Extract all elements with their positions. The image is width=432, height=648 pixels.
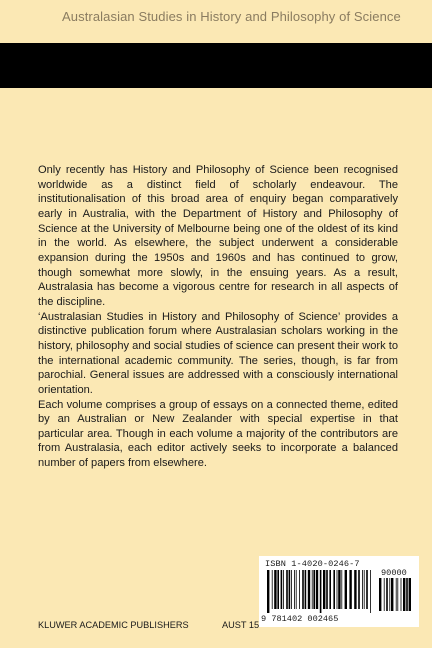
barcode-bar [391,578,393,611]
barcode-bar [326,570,328,609]
volume-number: AUST 15 [222,620,260,630]
barcode-bar [289,570,291,609]
black-banner [0,43,432,88]
barcode-bar [403,578,405,611]
barcode-bar [362,570,363,609]
barcode-bar [406,578,408,611]
barcode-bar [397,578,398,611]
barcode-bar [320,570,322,613]
barcode-bar [274,570,276,609]
barcode-bar [384,578,385,611]
barcode-bar [305,570,307,609]
barcode-bar [329,570,331,609]
header-band [0,0,432,42]
barcode-bar [396,578,397,611]
addon-barcode-bars [379,578,413,615]
blurb-text [38,163,398,471]
series-title: Australasian Studies in History and Philosophy of Science [62,9,401,24]
barcode-bar [302,570,304,609]
barcode-bar [370,570,371,613]
barcode-bar [389,578,390,611]
barcode-bar [312,570,313,609]
addon-label: 90000 [381,568,407,578]
barcode-bar [267,570,269,613]
barcode-bar [379,578,381,611]
ean-digits: 9 781402 002465 [261,614,339,624]
barcode-bar [364,570,365,609]
barcode-bar [296,570,297,609]
isbn-barcode [259,556,419,627]
isbn-label: ISBN 1-4020-0246-7 [265,559,360,569]
barcode-bar [291,570,292,609]
barcode-bar [349,570,351,609]
barcode-bar [308,570,310,609]
barcode-bar [316,570,318,609]
blurb-paragraph: Each volume comprises a group of essays on a connected theme, edited by an Australian or New Zealander with special expertise in that particular area. Though in each volume a majority of the contributors are from Australasia, each editor actively seeks to incorporate a balanced number of papers from elsewhere. [38,398,398,470]
blurb-paragraph: ‘Australasian Studies in History and Philosophy of Science’ provides a distinctive publication forum where Australasian scholars working in the history, philosophy and social studies of science can present their work to the international academic community. The series, though, is far from parochial. General issues are addressed with a consciously international orientation. [38,310,398,396]
barcode-bar [345,570,347,609]
barcode-bar [286,570,288,609]
barcode-bar [354,570,356,609]
barcode-bar [299,570,300,609]
barcode-bar [338,570,340,609]
blurb-paragraph: Only recently has History and Philosophy of Science been recognised worldwide as a distinct field of scholarly endeavour. The institutionalisation of this broad area of enquiry began comparatively early in Australia, with the Department of History and Philosophy of Science at the University of Melbourne being one of the oldest of its kind in the world. As elsewhere, the subject underwent a considerable expansion during the 1950s and 1960s and has continued to grow, though somewhat more slowly, in the ensuing years. As a result, Australasia has become a vigorous centre for research in all aspects of the discipline. [38,164,398,308]
barcode-bars [267,570,371,613]
barcode-bar [409,578,411,611]
barcode-bar [323,570,325,609]
barcode-bar [272,570,273,609]
barcode-bar [366,570,368,609]
barcode-bar [337,570,338,609]
publisher-name: KLUWER ACADEMIC PUBLISHERS [38,620,189,630]
barcode-bar [358,570,360,609]
barcode-bar [281,570,283,609]
barcode-bar [401,578,402,611]
barcode-bar [294,570,295,609]
barcode-bar [341,570,342,609]
barcode-bar [313,570,315,609]
barcode-bar [283,570,284,609]
barcode-bar [277,570,279,609]
barcode-bar [386,578,388,611]
barcode-bar [333,570,335,609]
